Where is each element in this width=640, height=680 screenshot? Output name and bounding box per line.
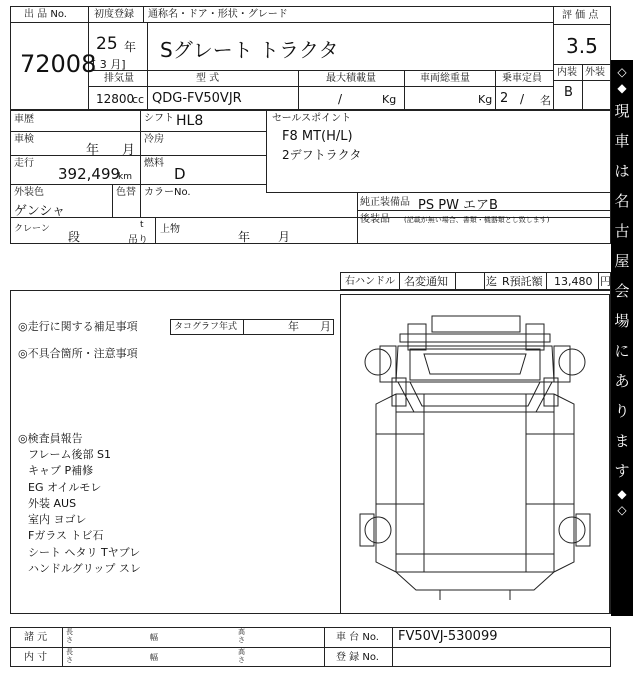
length-label-1: 長さ [66, 628, 73, 644]
lot-no: 72008 [20, 50, 97, 78]
shogen-label: 諸 元 [24, 632, 48, 643]
interior-score: B [564, 85, 573, 100]
tachograph-month-unit: 月 [320, 320, 331, 333]
color-change-label: 色替 [116, 187, 136, 198]
driving-notes-label: ◎走行に関する補足事項 [18, 320, 138, 333]
sales-line-1: F8 MT(H/L) [282, 129, 353, 144]
cooler-label: 冷房 [144, 134, 164, 145]
kg-unit-2: Kg [478, 93, 493, 106]
banner-glyph: ま [614, 432, 630, 450]
shift-label: シフト [144, 113, 174, 124]
width-label-1: 幅 [150, 633, 158, 642]
capacity-label: 乗車定員 [502, 73, 542, 84]
mileage: 392,499 [58, 165, 121, 183]
displacement: 12800 [96, 92, 135, 106]
upper-month-unit: 月 [278, 230, 291, 244]
banner-glyph: ◇ [617, 65, 627, 79]
sales-line-2: 2デフトラクタ [282, 148, 362, 162]
tachograph-label: タコグラフ年式 [174, 322, 238, 332]
upper-label: 上物 [160, 224, 180, 235]
naisun-label: 内 寸 [24, 652, 48, 663]
rhd-label: 右ハンドル [345, 276, 395, 287]
model: QDG-FV50VJR [152, 91, 242, 106]
mileage-label: 走行 [14, 158, 34, 169]
banner-glyph: は [614, 162, 630, 180]
inspector-lines [28, 447, 141, 577]
shift: HL8 [176, 113, 204, 129]
capacity-slash: / [520, 92, 525, 106]
first-reg-year: 25 [96, 34, 118, 54]
banner-glyph: す [614, 462, 630, 480]
r-deposit-label: R預託額 [502, 275, 543, 288]
fuel: D [174, 165, 186, 183]
crane-dan: 段 [68, 230, 81, 244]
inspector-label: ◎検査員報告 [18, 432, 83, 445]
banner-glyph: ◇ [617, 503, 627, 517]
gross-weight-label: 車両総重量 [420, 73, 470, 84]
ext-color: ゲンシャ [14, 204, 66, 219]
capacity-unit: 名 [540, 94, 551, 107]
banner-glyph: 車 [614, 132, 630, 150]
banner-glyph: 現 [614, 102, 630, 120]
color-code-label: カラーNo. [144, 187, 191, 198]
inspector-line: 室内 ヨゴレ [28, 513, 87, 527]
inspector-line: Fガラス トビ石 [28, 529, 104, 543]
exterior-label: 外装 [585, 67, 605, 78]
lot-no-label: 出 品 No. [24, 9, 67, 20]
history-label: 車歴 [14, 114, 34, 125]
max-load-label: 最大積載量 [326, 73, 376, 84]
first-reg-label: 初度登録 [94, 9, 134, 20]
inspection-year-unit: 年 [86, 143, 100, 158]
upper-year-unit: 年 [238, 230, 251, 244]
truck-damage-diagram [340, 294, 610, 614]
banner-glyph: に [614, 342, 630, 360]
genuine-label: 純正装備品 [360, 197, 410, 208]
genuine: PS PW エアB [418, 198, 498, 213]
inspector-line: ハンドルグリップ スレ [28, 562, 141, 576]
first-reg-month: [ 3 月] [92, 58, 126, 71]
height-label-1: 高さ [238, 628, 245, 644]
banner-glyph: あ [614, 372, 630, 390]
aftermarket-note: (記載が無い場合、書類・機器類とし致します) [404, 216, 550, 224]
name-change-label: 名変通知 [404, 275, 448, 288]
crane-label: クレーン [14, 224, 50, 234]
year-label: 年 [124, 40, 137, 54]
side-banner [611, 60, 633, 616]
chassis-no: FV50VJ-530099 [398, 629, 498, 644]
fuel-label: 燃料 [144, 158, 164, 169]
tachograph-year-unit: 年 [288, 320, 299, 333]
reg-label: 登 録 No. [336, 652, 379, 663]
deadline-suffix: 迄 [486, 275, 497, 288]
banner-glyph: ◆ [617, 81, 627, 95]
banner-glyph: ◆ [617, 487, 627, 501]
banner-glyph: 屋 [614, 252, 630, 270]
banner-glyph: 古 [614, 222, 630, 240]
inspection-month-unit: 月 [122, 143, 136, 158]
cc-unit: cc [132, 93, 145, 106]
vehicle-name: Sグレート トラクタ [160, 38, 339, 62]
inspector-line: シート ヘタリ Tヤブレ [28, 545, 141, 559]
inspection-label: 車検 [14, 134, 34, 145]
inspector-line: 外装 AUS [28, 496, 77, 510]
max-load: / [338, 92, 343, 106]
yen-unit: 円 [600, 275, 611, 288]
width-label-2: 幅 [150, 653, 158, 662]
score: 3.5 [566, 34, 598, 58]
r-deposit: 13,480 [554, 275, 593, 288]
inspector-line: フレーム後部 S1 [28, 448, 112, 461]
interior-label: 内装 [557, 67, 577, 78]
banner-glyph: 名 [614, 192, 630, 210]
aftermarket-label: 後装品 [360, 214, 390, 225]
chassis-label: 車 台 No. [336, 632, 379, 643]
crane-tsuri: 吊り [128, 235, 148, 246]
height-label-2: 高さ [238, 648, 245, 664]
inspector-line: EG オイルモレ [28, 480, 102, 494]
sales-label: セールスポイント [272, 113, 352, 124]
displacement-label: 排気量 [104, 73, 134, 84]
capacity: 2 [500, 91, 509, 106]
defects-label: ◎不具合箇所・注意事項 [18, 347, 138, 360]
ext-color-label: 外装色 [14, 187, 44, 198]
length-label-2: 長さ [66, 648, 73, 664]
banner-glyph: 場 [614, 312, 630, 330]
km-unit: km [118, 172, 132, 182]
model-label: 型 式 [196, 73, 220, 84]
score-label: 評 価 点 [562, 10, 599, 21]
crane-t: t [140, 220, 144, 230]
inspector-line: キャブ P補修 [28, 464, 94, 478]
kg-unit-1: Kg [382, 93, 397, 106]
banner-glyph: 会 [614, 282, 630, 300]
name-label: 通称名・ドア・形状・グレード [148, 9, 288, 20]
banner-glyph: り [614, 402, 630, 420]
